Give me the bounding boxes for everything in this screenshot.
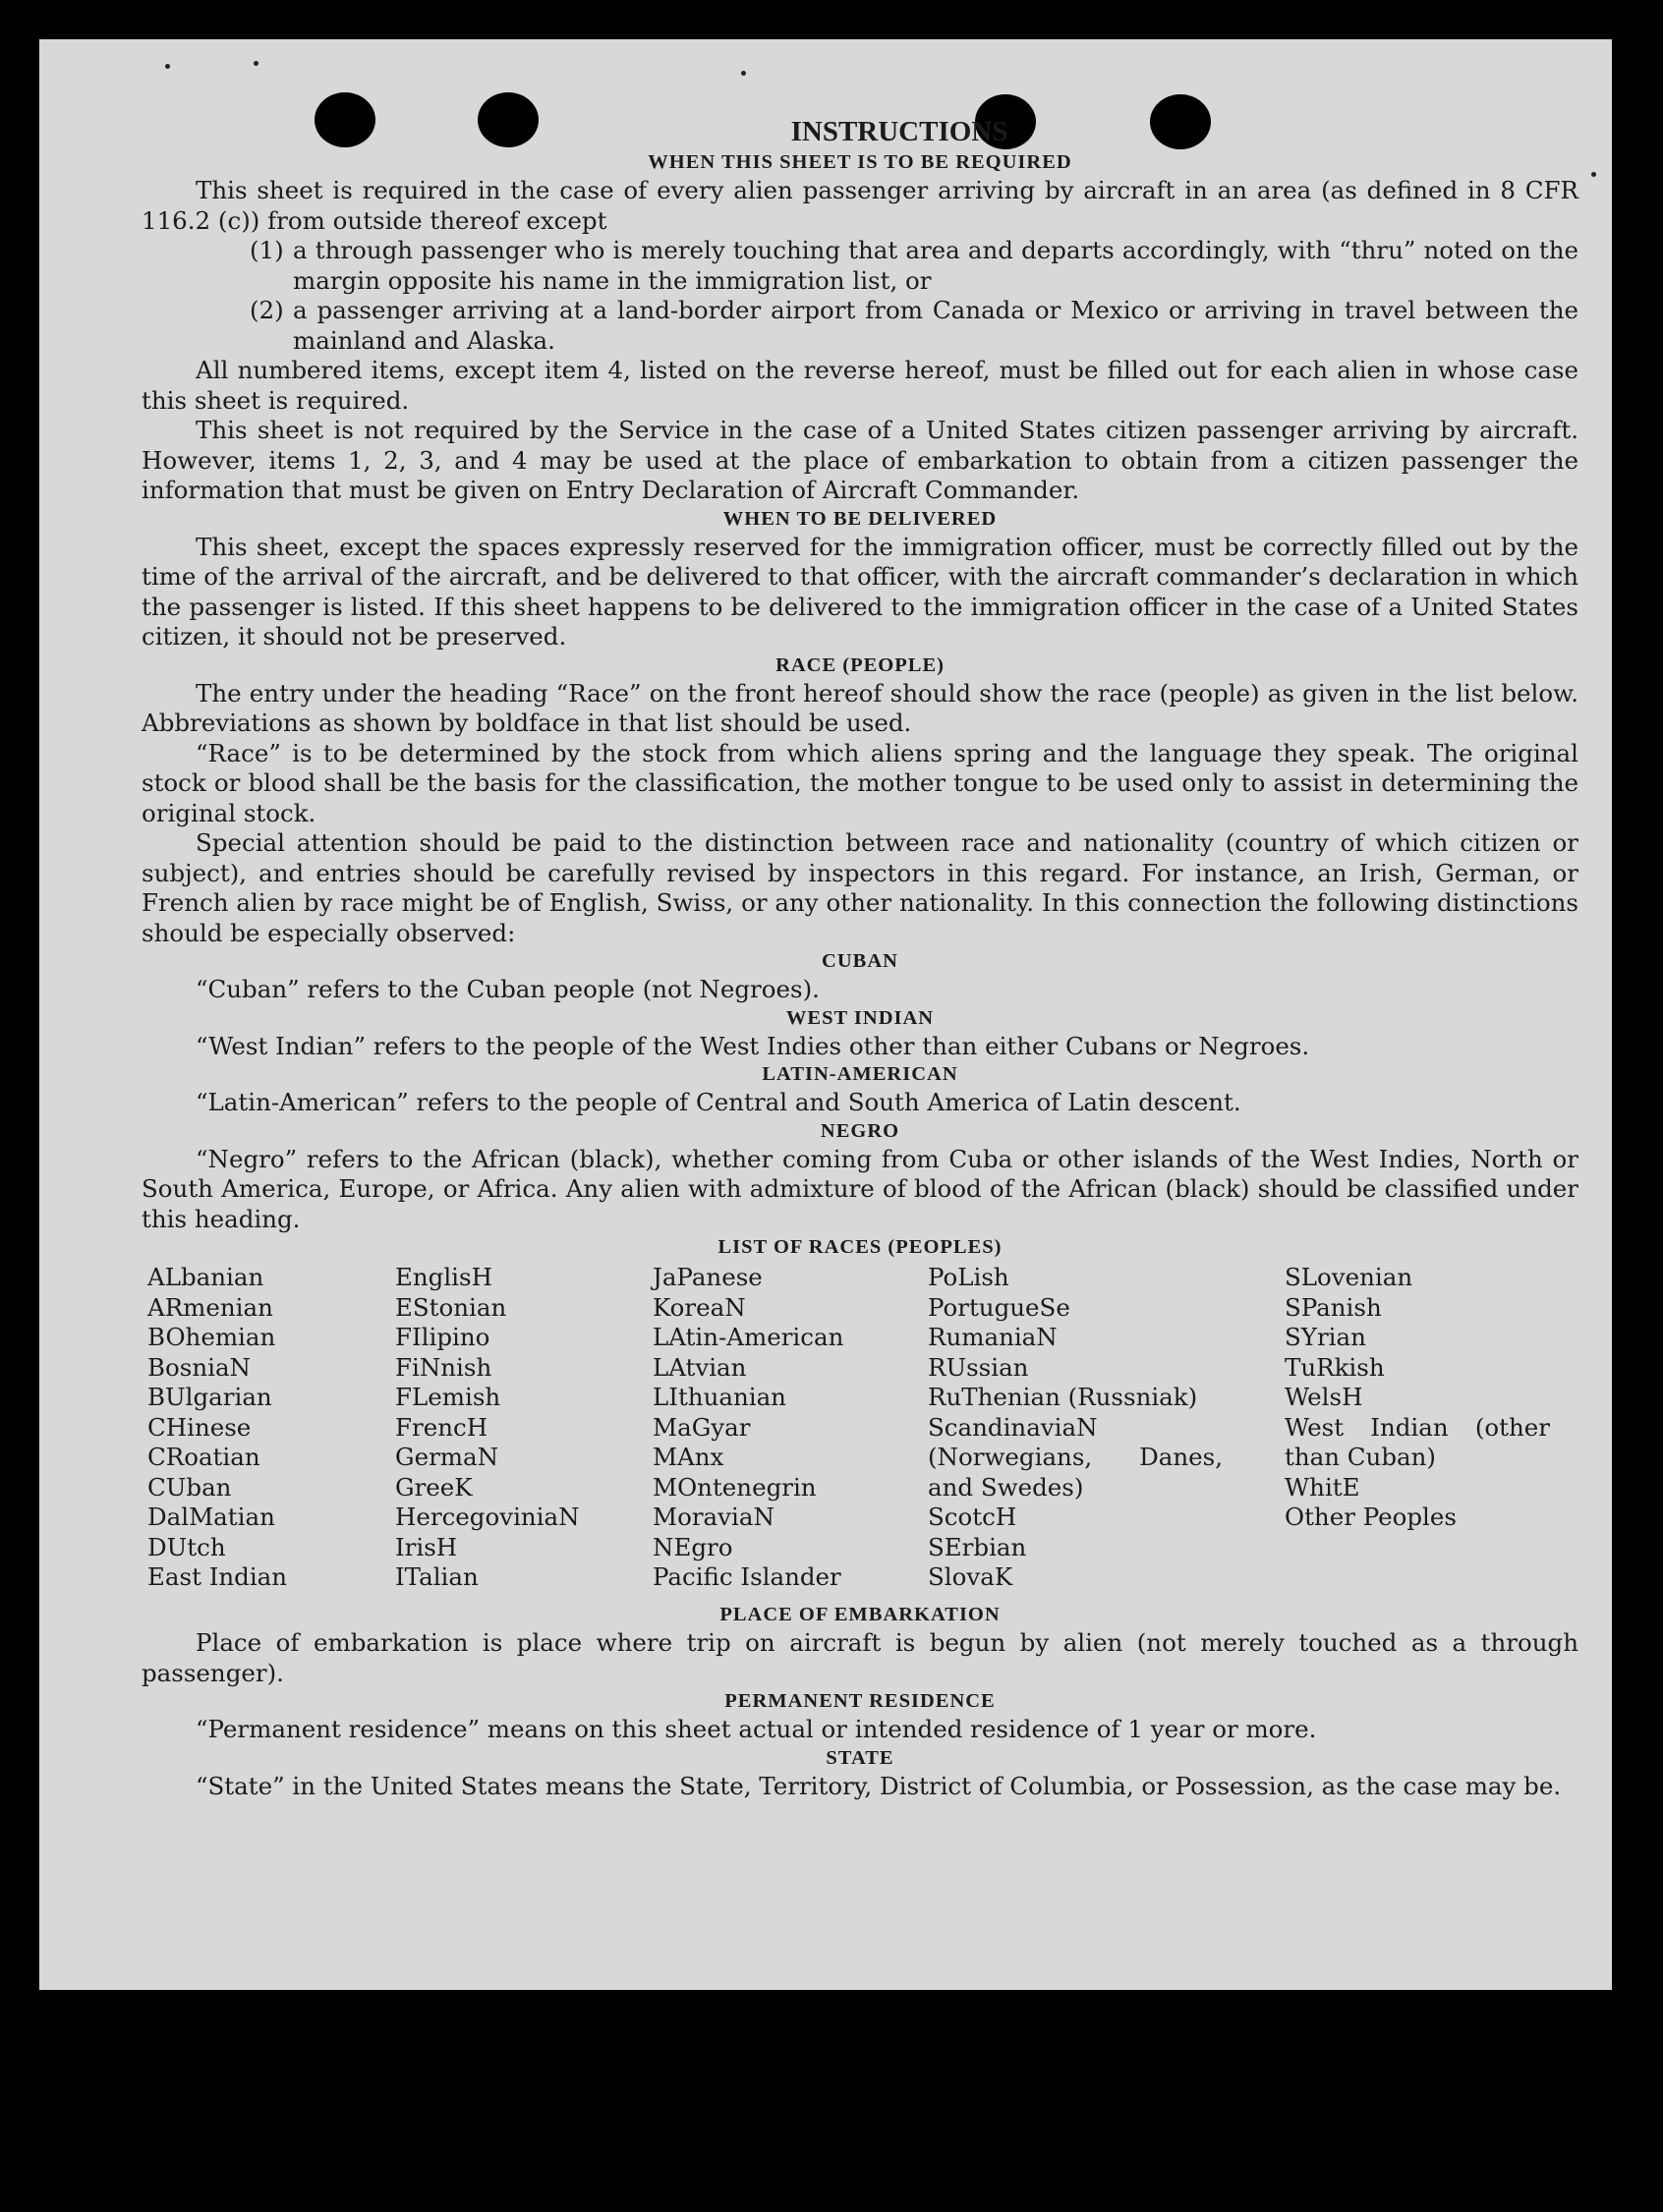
race-entry: CHinese xyxy=(147,1412,252,1442)
races-column xyxy=(395,1263,641,1593)
race-entry: ScandinaviaN (Norwegians, Danes, and Swedes) xyxy=(928,1412,1223,1502)
dust-speck xyxy=(165,64,170,69)
paragraph: “State” in the United States means the State, Territory, District of Columbia, or Possession, as the case may be. xyxy=(196,1771,1562,1800)
race-entry: WelsH xyxy=(1285,1383,1363,1411)
race-entry: SLovenian xyxy=(1285,1263,1413,1291)
race-entry: DalMatian xyxy=(147,1503,275,1531)
race-entry: Pacific Islander xyxy=(653,1562,841,1591)
race-entry: HercegoviniaN xyxy=(395,1503,580,1531)
race-entry: CRoatian xyxy=(147,1443,260,1471)
list-item xyxy=(142,236,1578,296)
document-sheet xyxy=(39,39,1612,1990)
section-heading-residence: PERMANENT RESIDENCE xyxy=(724,1690,996,1712)
race-entry: FiNnish xyxy=(395,1352,492,1382)
item-number: (2) xyxy=(250,296,284,324)
item-text: a passenger arriving at a land-border airport from Canada or Mexico or arriving in travel between the mainland and Alaska. xyxy=(293,296,1578,355)
race-entry: FIlipino xyxy=(395,1323,490,1351)
paragraph: “Latin-American” refers to the people of Central and South America of Latin descent. xyxy=(196,1088,1241,1116)
race-entry: GermaN xyxy=(395,1443,499,1471)
race-entry: FrencH xyxy=(395,1412,488,1442)
section-heading-list-of-races: LIST OF RACES (PEOPLES) xyxy=(717,1236,1003,1258)
paragraph: This sheet is not required by the Service in the case of a United States citizen passenger arriving by aircraft. However, items 1, 2, 3, and 4 may be used at the place of embarkation to obtain from a citizen passenger the information that must be given on Entry Declaration of Aircraft Commander. xyxy=(142,416,1578,504)
race-entry: LAtin-American xyxy=(653,1323,844,1351)
race-entry: CUban xyxy=(147,1472,232,1502)
race-entry: SErbian xyxy=(928,1532,1027,1561)
race-entry: SPanish xyxy=(1285,1292,1382,1322)
races-column xyxy=(1285,1263,1550,1533)
section-heading-embarkation: PLACE OF EMBARKATION xyxy=(719,1604,1001,1625)
paragraph: This sheet is required in the case of every alien passenger arriving by aircraft in an area (as defined in 8 CFR 116.2 (c)) from outside thereof except xyxy=(142,176,1578,235)
dust-speck xyxy=(254,61,258,66)
list-item xyxy=(142,296,1578,356)
section-heading-state: STATE xyxy=(826,1746,894,1769)
race-entry: EStonian xyxy=(395,1292,507,1322)
paragraph: “Permanent residence” means on this sheet actual or intended residence of 1 year or more. xyxy=(196,1715,1317,1743)
race-entry: NEgro xyxy=(653,1532,733,1561)
race-entry: JaPanese xyxy=(653,1263,763,1291)
race-entry: WhitE xyxy=(1285,1472,1360,1502)
races-column xyxy=(653,1263,898,1593)
race-entry: GreeK xyxy=(395,1472,473,1502)
race-entry: ITalian xyxy=(395,1562,479,1591)
instructions-content xyxy=(142,114,1578,1801)
race-entry: MAnx xyxy=(653,1443,724,1471)
dust-speck xyxy=(1591,172,1596,177)
section-heading-west-indian: WEST INDIAN xyxy=(785,1006,935,1029)
race-entry: MaGyar xyxy=(653,1412,751,1442)
races-column xyxy=(928,1263,1223,1593)
section-heading-when-delivered: WHEN TO BE DELIVERED xyxy=(722,507,998,530)
section-heading-when-required: WHEN THIS SHEET IS TO BE REQUIRED xyxy=(648,151,1072,173)
race-entry: RumaniaN xyxy=(928,1323,1058,1351)
race-entry: West Indian (other than Cuban) xyxy=(1285,1412,1550,1471)
paragraph: “West Indian” refers to the people of the West Indies other than either Cubans or Negroes. xyxy=(196,1031,1310,1060)
dust-speck xyxy=(741,71,746,76)
section-heading-race: RACE (PEOPLE) xyxy=(775,653,945,676)
races-table xyxy=(142,1263,1578,1602)
races-column xyxy=(147,1263,383,1593)
race-entry: ScotcH xyxy=(928,1503,1017,1531)
item-number: (1) xyxy=(250,236,284,264)
race-entry: BOhemian xyxy=(147,1323,276,1351)
race-entry: East Indian xyxy=(147,1562,288,1591)
race-entry: TuRkish xyxy=(1285,1352,1385,1382)
race-entry: IrisH xyxy=(395,1532,458,1561)
race-entry: MOntenegrin xyxy=(653,1472,817,1502)
race-entry: BUlgarian xyxy=(147,1383,272,1411)
paragraph: “Negro” refers to the African (black), whether coming from Cuba or other islands of the West Indies, North or South America, Europe, or Africa. Any alien with admixture of blood of the African (black) should be classified under this heading. xyxy=(142,1144,1578,1233)
section-heading-negro: NEGRO xyxy=(820,1119,900,1142)
section-heading-latin-american: LATIN-AMERICAN xyxy=(762,1063,958,1085)
race-entry: RuThenian (Russniak) xyxy=(928,1383,1198,1411)
race-entry: BosniaN xyxy=(147,1352,251,1382)
race-entry: MoraviaN xyxy=(653,1503,774,1531)
paragraph: “Cuban” refers to the Cuban people (not Negroes). xyxy=(196,975,820,1003)
section-heading-cuban: CUBAN xyxy=(822,950,898,972)
race-entry: PoLish xyxy=(928,1263,1009,1291)
race-entry: PortugueSe xyxy=(928,1292,1070,1322)
race-entry: DUtch xyxy=(147,1532,226,1561)
race-entry: KoreaN xyxy=(653,1292,746,1322)
race-entry: ARmenian xyxy=(147,1292,273,1322)
race-entry: ALbanian xyxy=(147,1263,264,1291)
paragraph: “Race” is to be determined by the stock from which aliens spring and the language they speak. The original stock or blood shall be the basis for the classification, the mother tongue to be used only to assist in determining the original stock. xyxy=(142,738,1578,827)
race-entry: LIthuanian xyxy=(653,1383,786,1411)
race-entry: LAtvian xyxy=(653,1352,747,1382)
paragraph: The entry under the heading “Race” on the front hereof should show the race (people) as given in the list below. Abbreviations as shown by boldface in that list should be used. xyxy=(142,678,1578,737)
paragraph: All numbered items, except item 4, listed on the reverse hereof, must be filled out for each alien in whose case this sheet is required. xyxy=(142,356,1578,415)
race-entry: SYrian xyxy=(1285,1323,1366,1351)
paragraph: Special attention should be paid to the distinction between race and nationality (country of which citizen or subject), and entries should be carefully revised by inspectors in this regard. For instance, an Irish, German, or French alien by race might be of English, Swiss, or any other nationality. In this connection the following distinctions should be especially observed: xyxy=(142,828,1578,947)
paragraph: Place of embarkation is place where trip on aircraft is begun by alien (not merely touched as a through passenger). xyxy=(142,1628,1578,1687)
race-entry: Other Peoples xyxy=(1285,1503,1457,1531)
race-entry: SlovaK xyxy=(928,1562,1013,1591)
race-entry: FLemish xyxy=(395,1383,501,1411)
race-entry: RUssian xyxy=(928,1352,1029,1382)
page-title: INSTRUCTIONS xyxy=(790,116,1008,147)
item-text: a through passenger who is merely touching that area and departs accordingly, with “thru” noted on the margin opposite his name in the immigration list, or xyxy=(293,236,1578,295)
race-entry: EnglisH xyxy=(395,1263,492,1291)
paragraph: This sheet, except the spaces expressly reserved for the immigration officer, must be correctly filled out by the time of the arrival of the aircraft, and be delivered to that officer, with the aircraft commander’s declaration in which the passenger is listed. If this sheet happens to be delivered to the immigration officer in the case of a United States citizen, it should not be preserved. xyxy=(142,532,1578,651)
